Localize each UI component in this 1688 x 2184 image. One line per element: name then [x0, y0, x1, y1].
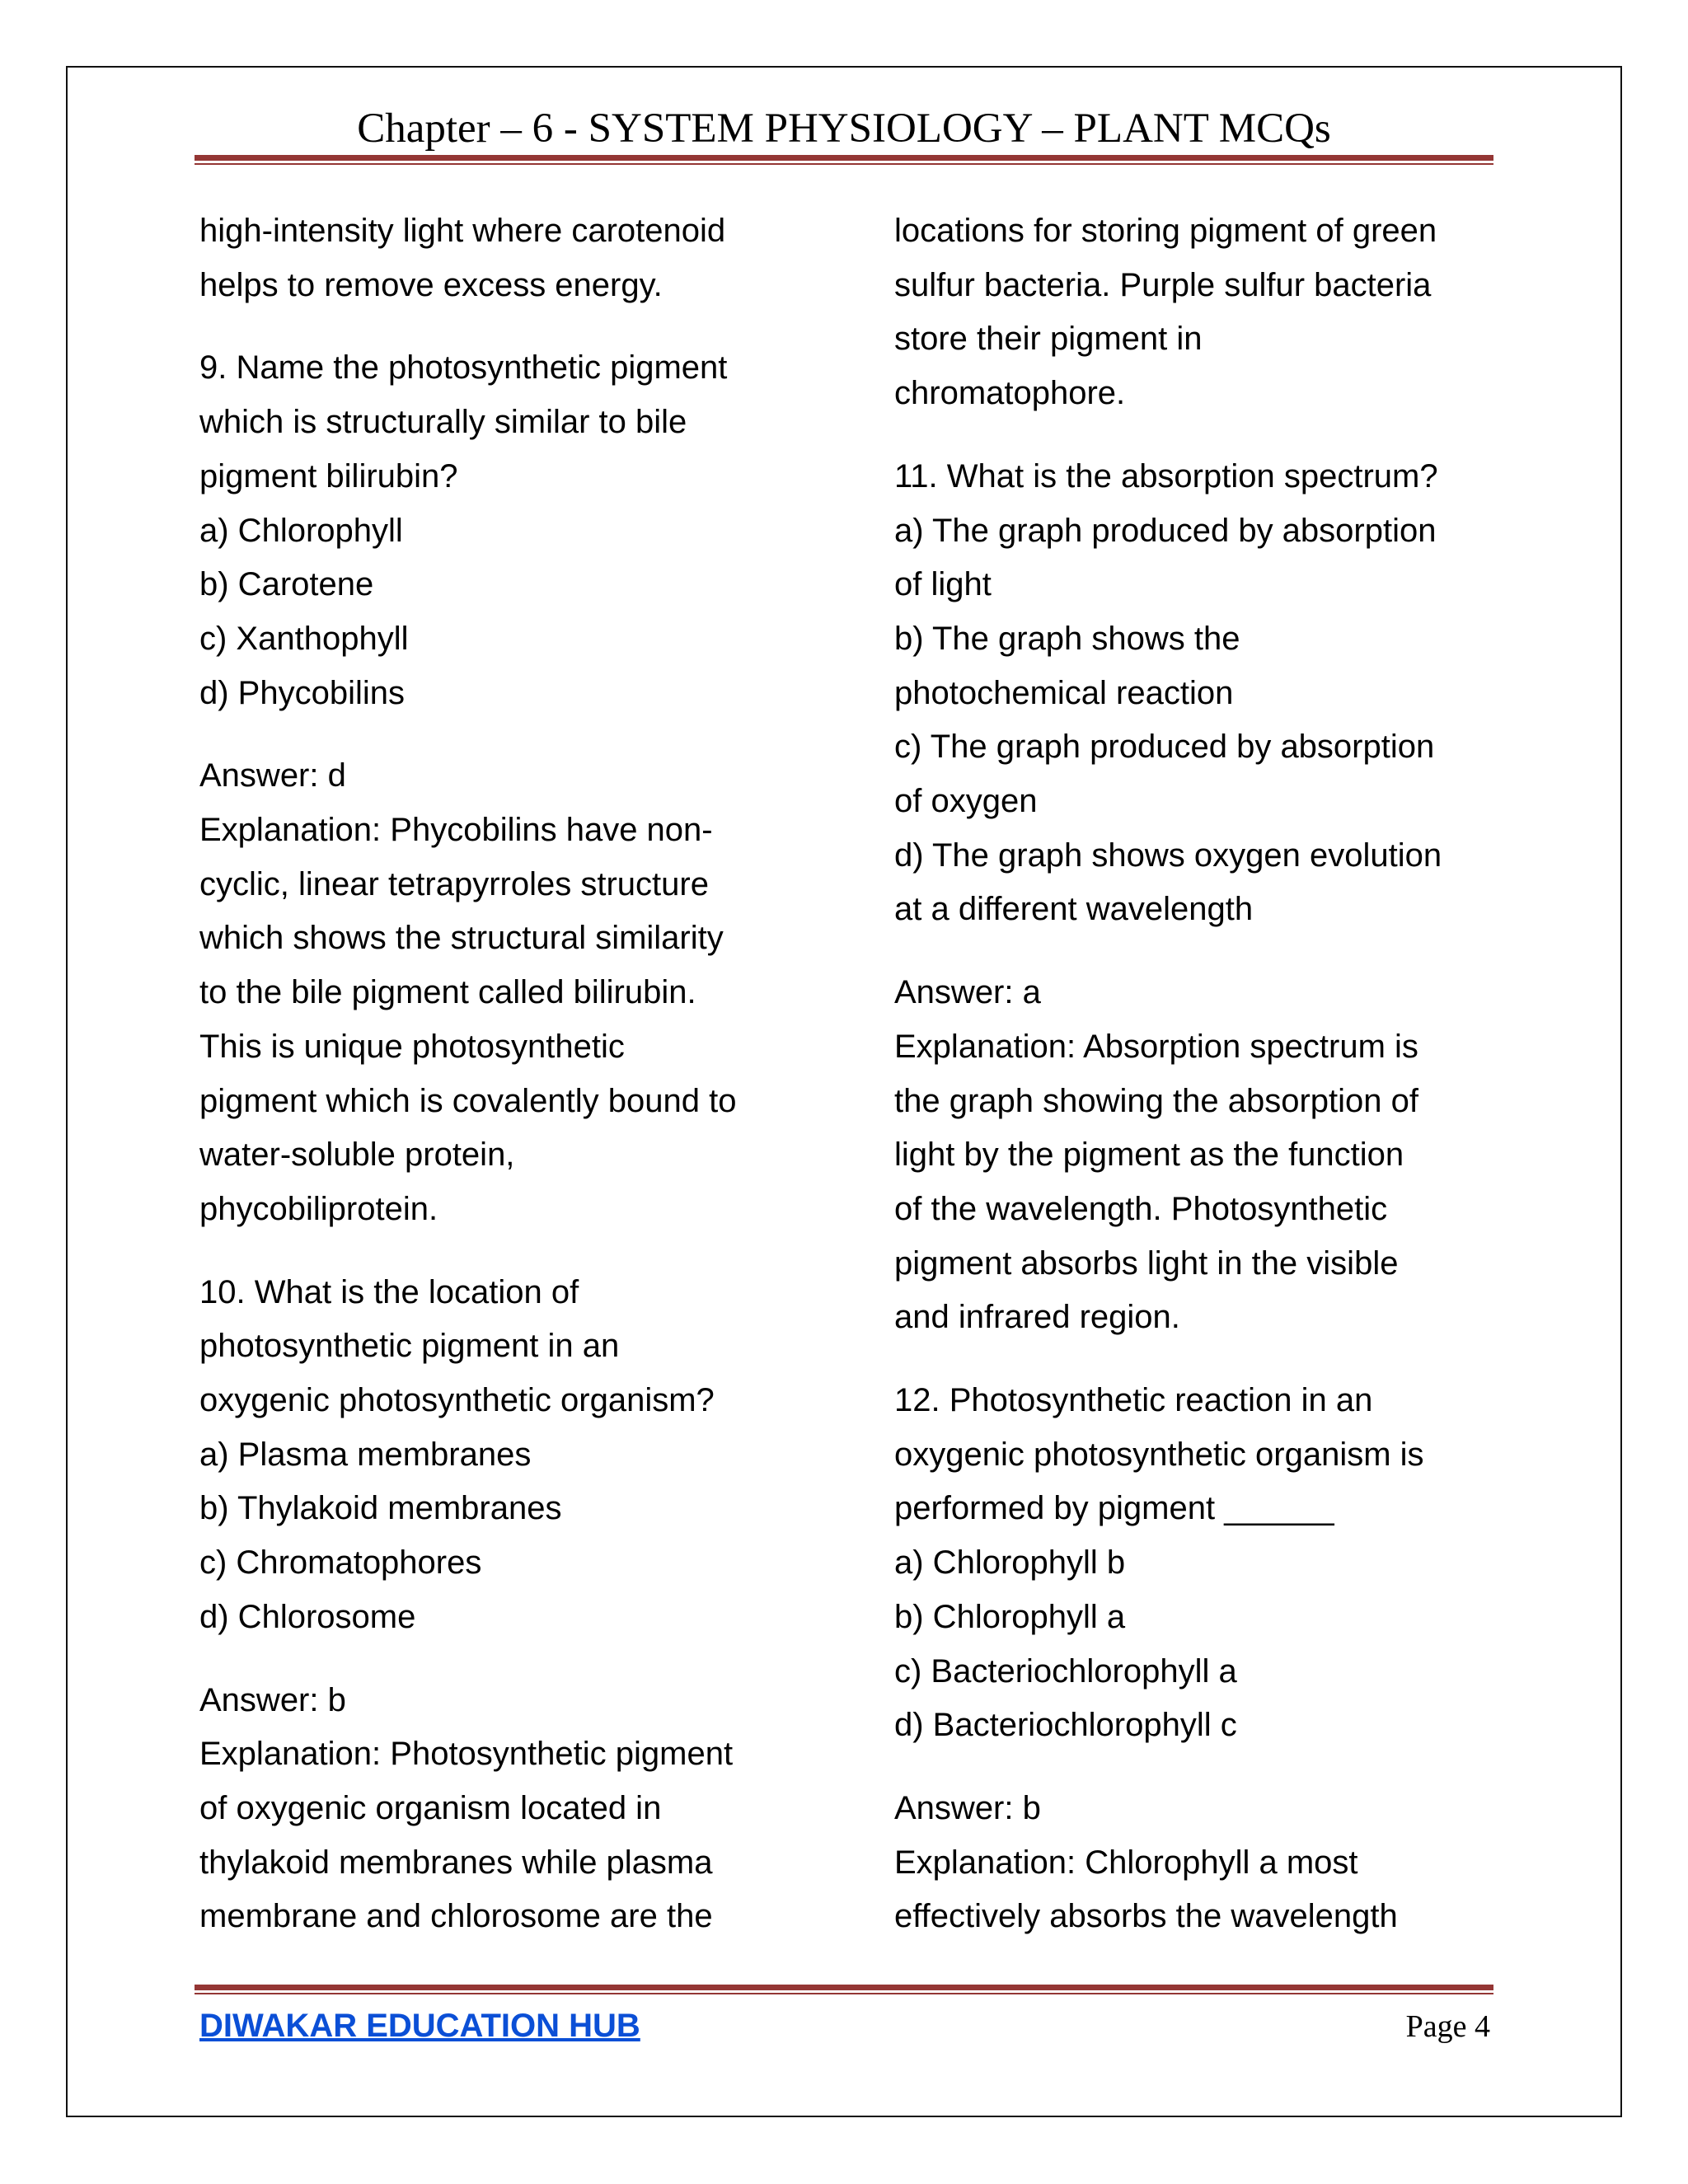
explanation-text: thylakoid membranes while plasma	[199, 1844, 713, 1881]
answer-12	[894, 1782, 1504, 1944]
explanation-text: This is unique photosynthetic	[199, 1028, 625, 1065]
explanation-text: phycobiliprotein.	[199, 1190, 438, 1227]
question-text: oxygenic photosynthetic organism?	[199, 1382, 715, 1419]
question-text: 12. Photosynthetic reaction in an	[894, 1382, 1373, 1419]
option-d: d) Phycobilins	[199, 674, 406, 711]
option-c-cont: of oxygen	[894, 783, 1038, 820]
explanation-text: pigment absorbs light in the visible	[894, 1244, 1399, 1282]
right-column	[894, 204, 1504, 1944]
explanation-text: cyclic, linear tetrapyrroles structure	[199, 865, 709, 902]
explanation-text: light by the pigment as the function	[894, 1137, 1404, 1174]
answer-text: Answer: b	[894, 1789, 1041, 1826]
page-number: Page 4	[1405, 2009, 1490, 2044]
footer-brand-link[interactable]: DIWAKAR EDUCATION HUB	[199, 2008, 640, 2044]
answer-10	[199, 1674, 809, 1945]
page-header-title: Chapter – 6 - SYSTEM PHYSIOLOGY – PLANT MCQs	[357, 105, 1331, 152]
question-10	[199, 1266, 809, 1645]
text-line: high-intensity light where carotenoid	[199, 213, 726, 249]
option-d: d) The graph shows oxygen evolution	[894, 837, 1442, 874]
option-b-cont: photochemical reaction	[894, 674, 1234, 711]
question-text: photosynthetic pigment in an	[199, 1328, 620, 1365]
option-a: a) Chlorophyll	[199, 512, 403, 549]
answer-text: Answer: d	[199, 757, 346, 794]
explanation-text: effectively absorbs the wavelength	[894, 1898, 1398, 1935]
option-c: c) Bacteriochlorophyll a	[894, 1652, 1237, 1690]
explanation-text: of oxygenic organism located in	[199, 1789, 662, 1826]
intro-paragraph-left	[199, 204, 809, 312]
explanation-text: Explanation: Absorption spectrum is	[894, 1028, 1418, 1065]
option-d: d) Chlorosome	[199, 1598, 416, 1635]
question-text: pigment bilirubin?	[199, 457, 458, 494]
option-c: c) Xanthophyll	[199, 620, 409, 657]
text-line: helps to remove excess energy.	[199, 266, 663, 303]
explanation-text: the graph showing the absorption of	[894, 1082, 1418, 1119]
explanation-text: of the wavelength. Photosynthetic	[894, 1190, 1388, 1227]
answer-text: Answer: a	[894, 974, 1041, 1011]
header-rule	[195, 155, 1493, 165]
explanation-text: membrane and chlorosome are the	[199, 1898, 713, 1935]
option-a: a) Plasma membranes	[199, 1436, 532, 1473]
option-d: d) Bacteriochlorophyll c	[894, 1707, 1237, 1744]
explanation-text: which shows the structural similarity	[199, 920, 724, 957]
left-column	[199, 204, 809, 1944]
explanation-text: Explanation: Photosynthetic pigment	[199, 1736, 734, 1773]
footer-rule	[195, 1985, 1493, 1994]
option-a-cont: of light	[894, 566, 992, 603]
option-b: b) Chlorophyll a	[894, 1598, 1126, 1635]
intro-paragraph-right	[894, 204, 1504, 421]
question-text: 11. What is the absorption spectrum?	[894, 457, 1438, 494]
question-text: oxygenic photosynthetic organism is	[894, 1436, 1424, 1473]
option-a: a) Chlorophyll b	[894, 1544, 1126, 1582]
text-line: store their pigment in	[894, 321, 1203, 358]
text-line: sulfur bacteria. Purple sulfur bacteria	[894, 266, 1432, 303]
explanation-text: Explanation: Chlorophyll a most	[894, 1844, 1358, 1881]
question-9	[199, 341, 809, 720]
option-b: b) Carotene	[199, 566, 374, 603]
question-text: which is structurally similar to bile	[199, 404, 687, 441]
question-text: 10. What is the location of	[199, 1273, 579, 1310]
answer-text: Answer: b	[199, 1681, 346, 1718]
option-d-cont: at a different wavelength	[894, 891, 1254, 928]
question-11	[894, 450, 1504, 937]
explanation-text: water-soluble protein,	[199, 1137, 515, 1174]
explanation-text: and infrared region.	[894, 1299, 1180, 1336]
option-c: c) The graph produced by absorption	[894, 729, 1435, 766]
option-b: b) Thylakoid membranes	[199, 1490, 562, 1527]
explanation-text: to the bile pigment called bilirubin.	[199, 974, 696, 1011]
explanation-text: pigment which is covalently bound to	[199, 1082, 737, 1119]
question-text: 9. Name the photosynthetic pigment	[199, 349, 728, 387]
text-line: chromatophore.	[894, 375, 1126, 412]
option-b: b) The graph shows the	[894, 620, 1240, 657]
answer-11	[894, 966, 1504, 1345]
explanation-text: Explanation: Phycobilins have non-	[199, 812, 713, 849]
question-text: performed by pigment ______	[894, 1490, 1334, 1527]
question-12	[894, 1374, 1504, 1753]
answer-9	[199, 749, 809, 1236]
text-line: locations for storing pigment of green	[894, 213, 1437, 249]
option-c: c) Chromatophores	[199, 1544, 482, 1582]
option-a: a) The graph produced by absorption	[894, 512, 1437, 549]
